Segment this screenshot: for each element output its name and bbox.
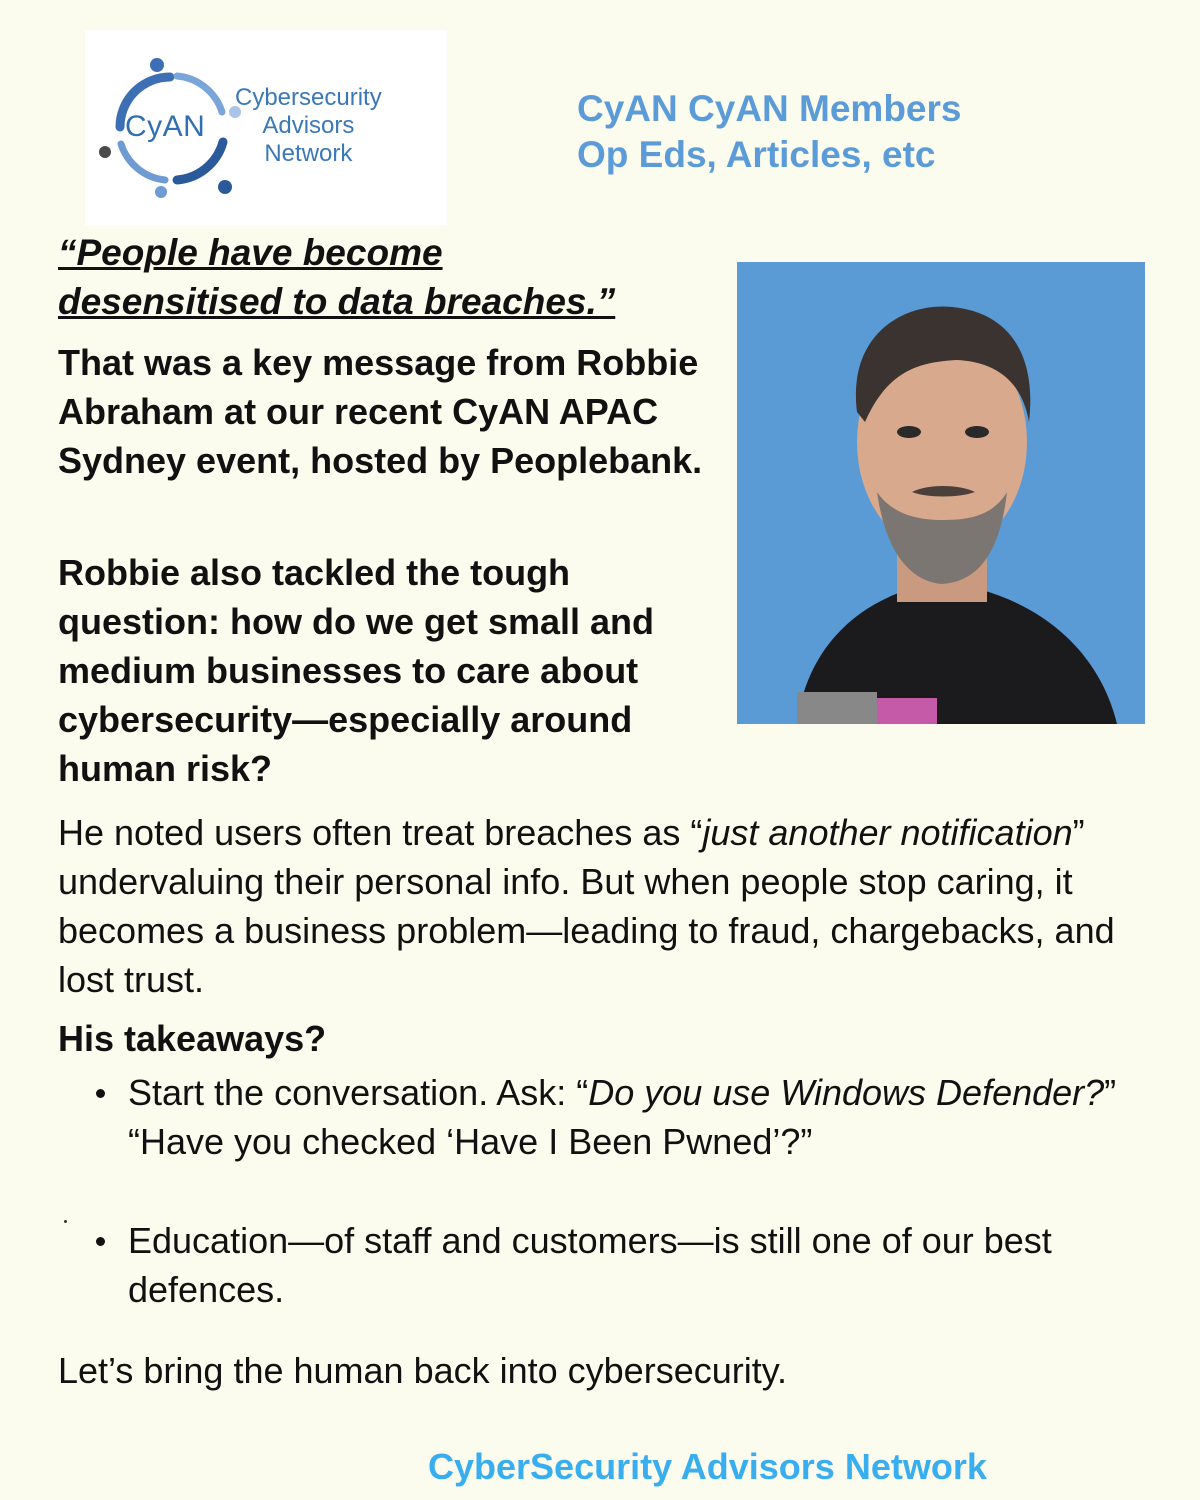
body-paragraph [58,808,1158,1004]
takeaway-1-start: Start the conversation. Ask: “ [128,1072,589,1113]
bullet-icon [96,1237,105,1246]
takeaway-2: Education—of staff and customers—is still one of our best defences. [128,1220,1052,1310]
takeaways-list [90,1068,1150,1314]
quote-line-2: desensitised to data breaches.” [58,281,616,322]
takeaway-1-end: ” “Have you checked ‘Have I Been Pwned’?” [128,1072,1117,1162]
takeaway-1-italic: Do you use Windows Defender? [588,1072,1105,1113]
speaker-portrait-icon [737,262,1145,724]
title-line-2: Op Eds, Articles, etc [577,134,936,175]
bullet-icon [96,1089,105,1098]
logo-line-3: Network [264,140,353,167]
logo-line-1: Cybersecurity [235,84,382,111]
title-line-1: CyAN CyAN Members [577,88,962,129]
closing-line: Let’s bring the human back into cybersecurity. [58,1350,788,1391]
body-text-end: ” undervaluing their personal info. But when people stop caring, it becomes a business problem—leading to fraud, chargebacks, and lost trust. [58,812,1115,1000]
cyan-logo [85,30,447,225]
intro-paragraph-1: That was a key message from Robbie Abraham at our recent CyAN APAC Sydney event, hosted by Peoplebank. [58,342,703,481]
logo-line-2: Advisors [262,112,355,139]
takeaways-heading: His takeaways? [58,1018,327,1059]
intro-paragraph-2: Robbie also tackled the tough question: how do we get small and medium businesses to care about cybersecurity—especially around human risk? [58,552,655,789]
stray-dot [64,1220,67,1223]
logo-name [235,84,382,168]
quote-line-1: “People have become [58,232,443,273]
body-text-italic: just another notification [702,812,1073,853]
list-item [90,1216,1150,1314]
list-item [90,1068,1150,1166]
page-title [577,86,962,178]
speaker-photo [737,262,1145,724]
footer-brand: CyberSecurity Advisors Network [428,1446,987,1487]
pull-quote [58,228,718,326]
logo-abbr: CyAN [125,110,206,143]
body-text-start: He noted users often treat breaches as “ [58,812,703,853]
